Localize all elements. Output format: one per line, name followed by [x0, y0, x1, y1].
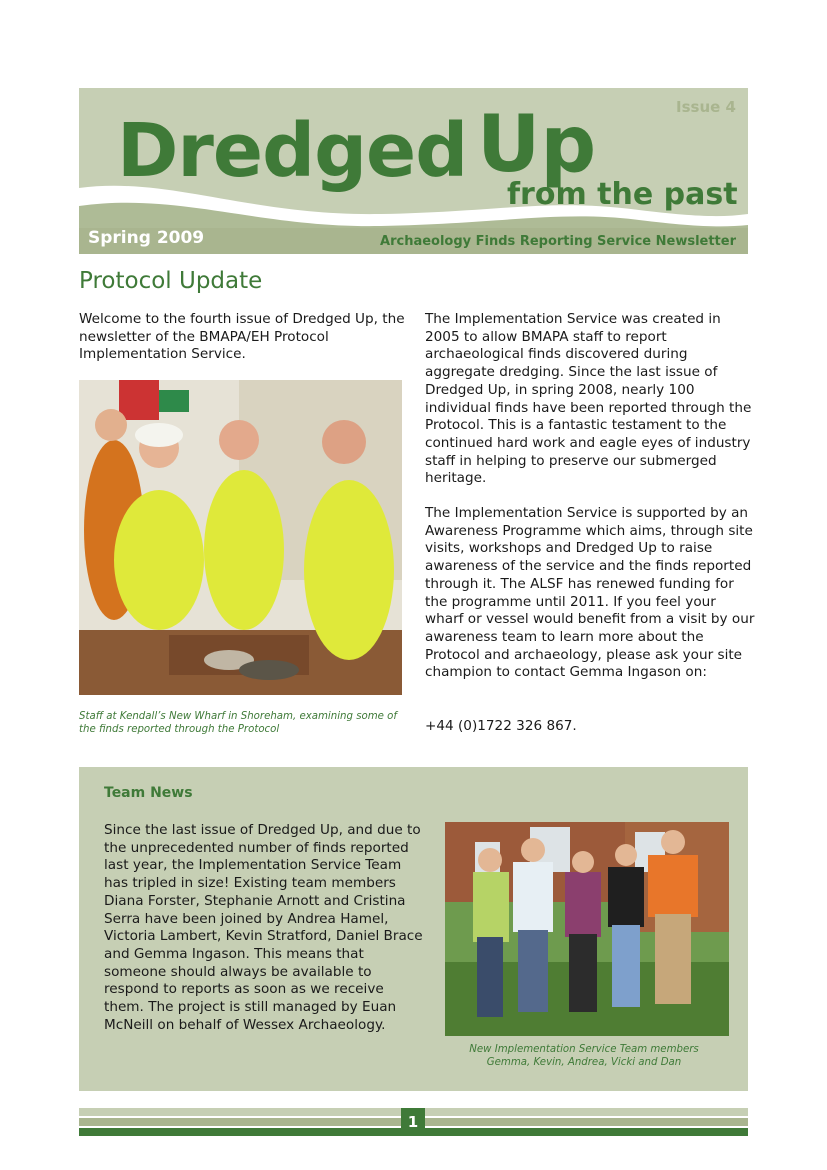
staff-photo-illustration — [79, 380, 402, 695]
page-footer — [79, 1108, 748, 1136]
team-photo — [445, 822, 729, 1036]
intro-paragraph: Welcome to the fourth issue of Dredged Up, the newsletter of the BMAPA/EH Protocol Implementation Service. — [79, 311, 405, 363]
staff-photo — [79, 380, 402, 695]
protocol-heading: Protocol Update — [79, 268, 263, 294]
team-photo-caption-line2: Gemma, Kevin, Andrea, Vicki and Dan — [486, 1057, 682, 1068]
team-news-text: Since the last issue of Dredged Up, and due to the unprecedented number of finds reported last year, the Implementation Service Team has tripled in size! Existing team members Diana Forster, Stephanie Arnott and Cristina Serra have been joined by Andrea Hamel, Victoria Lambert, Kevin Stratford, Daniel Brace and Gemma Ingason. This means that someone should always be available to respond to reports as soon as we receive them. The project is still managed by Euan McNeill on behalf of Wessex Archaeology. — [104, 822, 423, 1033]
team-news-heading: Team News — [104, 785, 193, 801]
newsletter-subtitle: from the past — [507, 177, 738, 212]
team-photo-illustration — [445, 822, 729, 1036]
newsletter-title-up: Up — [477, 100, 597, 190]
contact-phone: +44 (0)1722 326 867. — [425, 718, 577, 734]
newsletter-title: Dredged — [117, 108, 468, 194]
service-paragraph: The Implementation Service was created in 2005 to allow BMAPA staff to report archaeological finds discovered during aggregate dredging. Since the last issue of Dredged Up, in spring 2008, nearly 100 individual finds have been reported through the Protocol. This is a fantastic testament to the continued hard work and eagle eyes of industry staff in helping to preserve our submerged heritage. — [425, 311, 752, 487]
staff-photo-caption: Staff at Kendall’s New Wharf in Shoreham, examining some of the finds reported through the Protocol — [79, 711, 397, 735]
team-photo-caption-line1: New Implementation Service Team members — [469, 1044, 699, 1055]
page-number: 1 — [401, 1108, 425, 1136]
issue-date: Spring 2009 — [88, 228, 205, 248]
team-news-panel — [79, 767, 748, 1091]
issue-number: Issue 4 — [676, 98, 736, 116]
newsletter-tagline: Archaeology Finds Reporting Service Newsletter — [380, 234, 736, 249]
awareness-paragraph: The Implementation Service is supported by an Awareness Programme which aims, through site visits, workshops and Dredged Up to raise awareness of the service and the finds reported through it. The ALSF has renewed funding for the programme until 2011. If you feel your wharf or vessel would benefit from a visit by our awareness team to learn more about the Protocol and archaeology, please ask your site champion to contact Gemma Ingason on: — [425, 505, 755, 681]
masthead — [79, 88, 748, 254]
team-photo-caption — [434, 1043, 734, 1069]
